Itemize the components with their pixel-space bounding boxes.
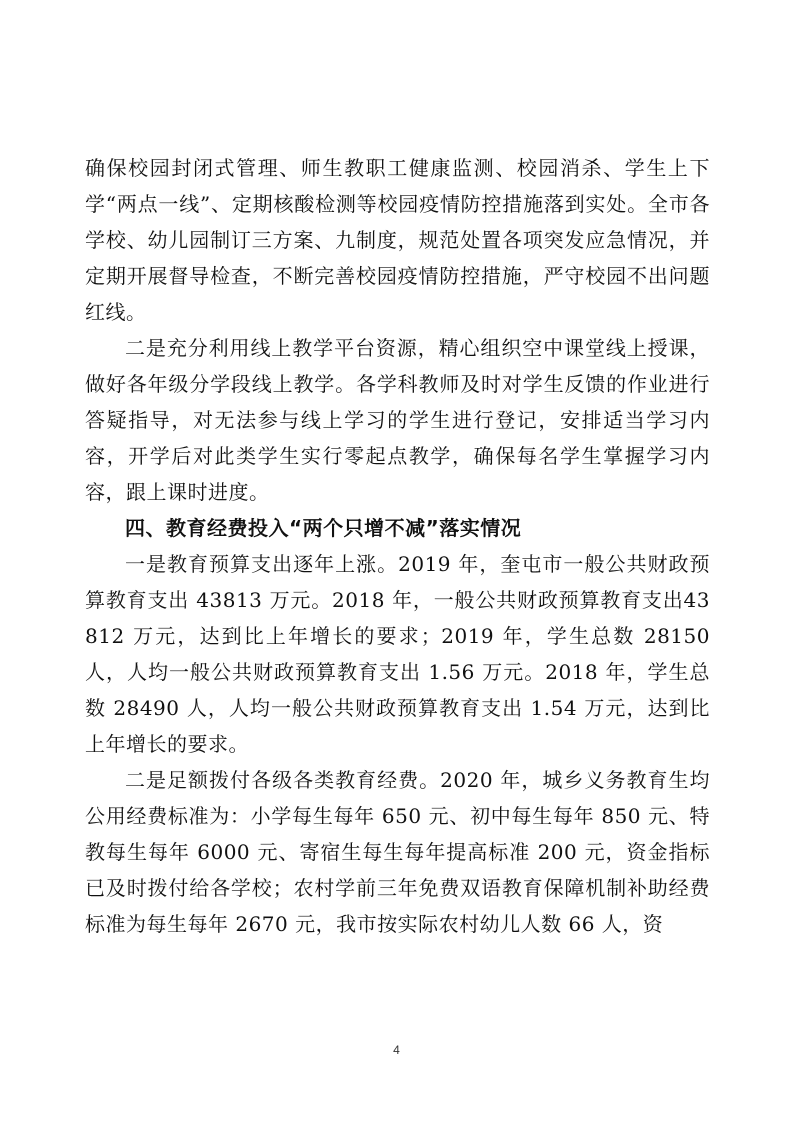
section-heading-funding: 四、教育经费投入“两个只增不减”落实情况 (125, 516, 522, 540)
document-body (85, 150, 710, 942)
page-number: 4 (393, 1043, 400, 1057)
paragraph-funding-allocation: 二是足额拨付各级各类教育经费。2020 年，城乡义务教育生均公用经费标准为：小学每生每年 650 元、初中每生每年 850 元、特教每生每年 6000 元、寄宿生每生每年提高标准 200 元，资金指标已及时拨付给各学校；农村学前三年免费双语教育保障机制补助经费标准为每生每年 2670 元，我市按实际农村幼儿人数 66 人，资 (85, 768, 710, 936)
paragraph-online-teaching: 二是充分利用线上教学平台资源，精心组织空中课堂线上授课，做好各年级分学段线上教学。各学科教师及时对学生反馈的作业进行答疑指导，对无法参与线上学习的学生进行登记，安排适当学习内容，开学后对此类学生实行零起点教学，确保每名学生掌握学习内容，跟上课时进度。 (85, 336, 710, 504)
paragraph-epidemic-control: 确保校园封闭式管理、师生教职工健康监测、校园消杀、学生上下学“两点一线”、定期核酸检测等校园疫情防控措施落到实处。全市各学校、幼儿园制订三方案、九制度，规范处置各项突发应急情况，并定期开展督导检查，不断完善校园疫情防控措施，严守校园不出问题红线。 (85, 156, 710, 324)
paragraph-budget-growth: 一是教育预算支出逐年上涨。2019 年，奎屯市一般公共财政预算教育支出 43813 万元。2018 年，一般公共财政预算教育支出43812 万元，达到比上年增长的要求；2019 年，学生总数 28150人，人均一般公共财政预算教育支出 1.56 万元。2018 年，学生总数 28490 人，人均一般公共财政预算教育支出 1.54 万元，达到比上年增长的要求。 (85, 552, 710, 756)
